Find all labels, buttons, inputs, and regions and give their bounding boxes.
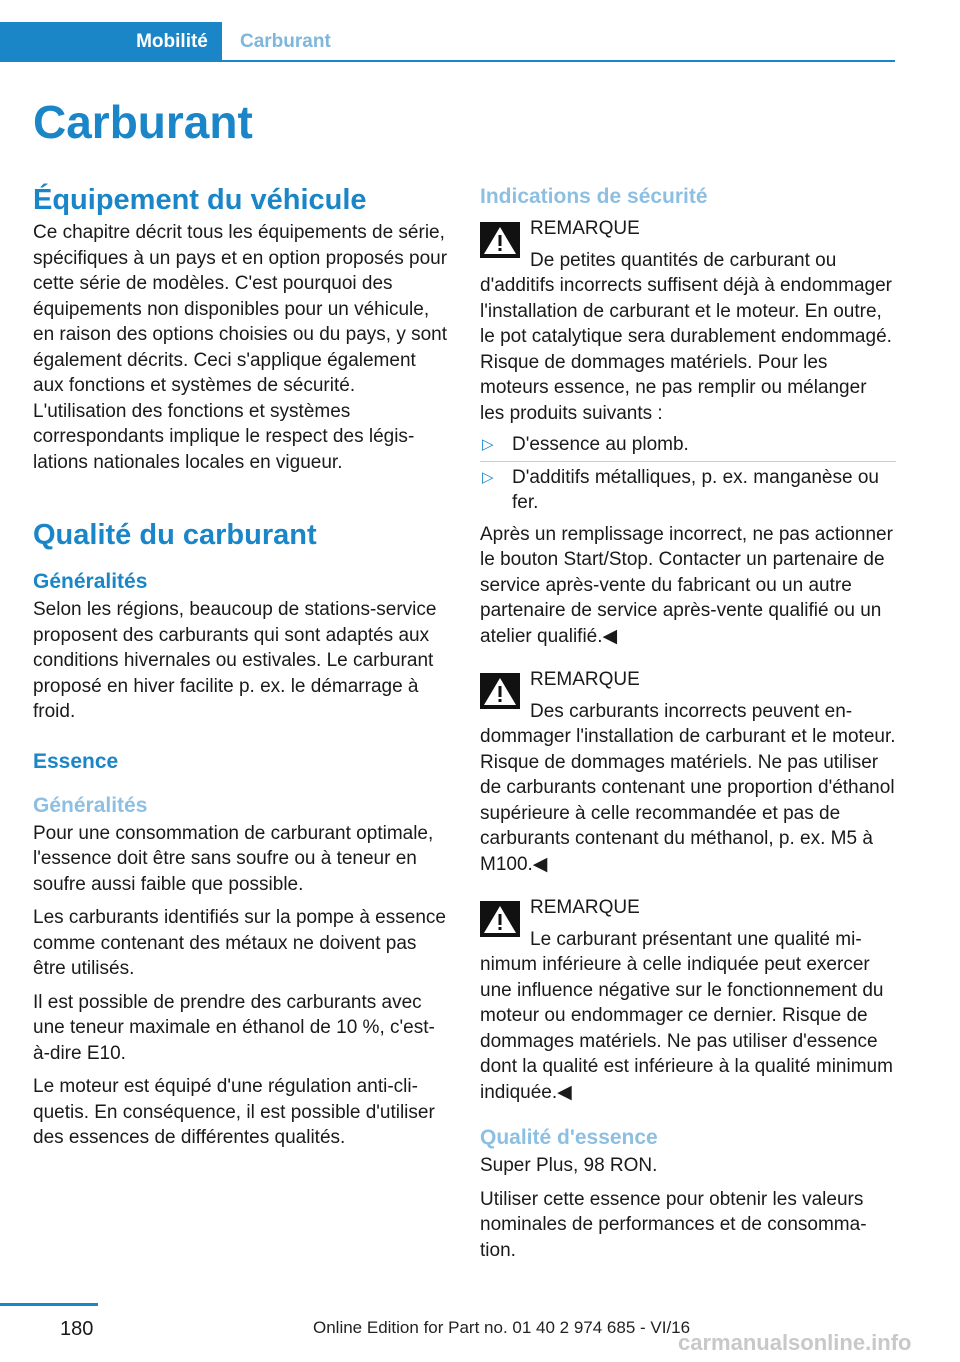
general-heading: Généralités bbox=[33, 570, 148, 593]
list-divider bbox=[480, 461, 896, 462]
warning-text-2: Des carburants incorrects peuvent endommager l'installation de carburant et le moteur. Risque de dommages matériels. Ne pas utiliser de carburants contenant une proportion d'éthanol supérieure à celle recommandée et pas de carburants contenant du méthanol, p. ex. M5 à M100.◀ bbox=[480, 700, 896, 875]
fuel-quality-heading: Qualité du carburant bbox=[33, 519, 317, 551]
essence-quality-text-1: Super Plus, 98 RON. bbox=[480, 1155, 658, 1176]
warning-icon bbox=[480, 901, 520, 937]
safety-heading: Indications de sécurité bbox=[480, 185, 708, 208]
essence-general-heading: Généralités bbox=[33, 793, 148, 817]
edition-note: Online Edition for Part no. 01 40 2 974 685 - VI/16 bbox=[313, 1318, 691, 1337]
page-number: 180 bbox=[60, 1318, 94, 1340]
essence-paragraph-3: Il est possible de prendre des carburants avec une teneur maximale en éthanol de 10 %, c'est-à-dire E10. bbox=[33, 991, 435, 1064]
warning-block-2 bbox=[480, 667, 896, 693]
warning-block-3 bbox=[480, 895, 896, 921]
warning-icon bbox=[480, 222, 520, 258]
warning-text-1: De petites quantités de carburant ou d'additifs incorrects suffisent déjà à endommager l'installation de carburant et le moteur. En outre, le pot catalytique sera durablement endommagé. Risque de dommages matériels. Pour les moteurs essence, ne pas remplir ou mélanger les produits suivants : bbox=[480, 249, 892, 424]
equipment-text: Ce chapitre décrit tous les équipements de série, spécifiques à un pays et en option proposés pour cette série de modèles. C'est pourquoi des équipements non disponibles pour un véhicule, en raison des options choisies ou du pays, y sont également décrits. Ceci s'applique également aux fonctions et systèmes de sécurité. L'utilisation des fonctions et systèmes correspondants implique le respect des législations nationales locales en vigueur. bbox=[33, 222, 448, 473]
warning-label-2: REMARQUE bbox=[530, 669, 640, 690]
warning-label-1: REMARQUE bbox=[530, 218, 640, 239]
essence-heading: Essence bbox=[33, 749, 119, 773]
header-accent-block bbox=[0, 22, 122, 62]
essence-paragraph-1: Pour une consommation de carburant optimale, l'essence doit être sans soufre ou à teneur en soufre aussi faible que possible. bbox=[33, 822, 434, 895]
bullet-list bbox=[480, 432, 896, 516]
essence-paragraph-2: Les carburants identifiés sur la pompe à essence comme contenant des métaux ne doivent pas être utilisés. bbox=[33, 907, 446, 979]
warning-label-3: REMARQUE bbox=[530, 897, 640, 918]
warning-text-3: Le carburant présentant une qualité minimum inférieure à celle indiquée peut exercer une influence négative sur le fonctionnement du moteur ou endommager ce dernier. Risque de dommages matériels. Ne pas utiliser d'essence dont la qualité est inférieure à la qualité minimum indiquée.◀ bbox=[480, 928, 893, 1103]
list-item: ▷ D'essence au plomb. bbox=[480, 432, 896, 458]
page-title: Carburant bbox=[33, 96, 253, 148]
after-bullets-text: Après un remplissage incorrect, ne pas actionner le bouton Start/Stop. Contacter un partenaire de service après-vente du fabricant ou un autre partenaire de service après-vente qualifié ou un atelier qualifié.◀ bbox=[480, 523, 893, 647]
breadcrumb[interactable]: Carburant bbox=[240, 31, 331, 52]
equipment-heading: Équipement du véhicule bbox=[33, 184, 367, 216]
header-rule bbox=[222, 60, 895, 62]
general-text: Selon les régions, beaucoup de stations-service proposent des carburants qui sont adaptés aux conditions hivernales ou estivales. Le carburant proposé en hiver facilite p. ex. le démarrage à froid. bbox=[33, 599, 437, 722]
triangle-bullet-icon: ▷ bbox=[482, 468, 494, 486]
left-column bbox=[33, 182, 449, 1151]
right-column bbox=[480, 182, 896, 1263]
essence-paragraph-4: Le moteur est équipé d'une régulation anti-cliquetis. En conséquence, il est possible d'utiliser des essences de différentes qualités. bbox=[33, 1076, 435, 1148]
essence-quality-text-2: Utiliser cette essence pour obtenir les valeurs nominales de performances et de consommation. bbox=[480, 1188, 867, 1261]
list-item: ▷ D'additifs métalliques, p. ex. manganèse ou fer. bbox=[482, 466, 879, 513]
section-tab[interactable]: Mobilité bbox=[122, 22, 222, 62]
warning-block-1 bbox=[480, 216, 896, 242]
watermark: carmanualsonline.info bbox=[678, 1330, 912, 1355]
triangle-bullet-icon: ▷ bbox=[482, 436, 494, 453]
essence-quality-heading: Qualité d'essence bbox=[480, 1126, 658, 1149]
warning-icon bbox=[480, 673, 520, 709]
footer-accent-bar bbox=[0, 1303, 98, 1306]
